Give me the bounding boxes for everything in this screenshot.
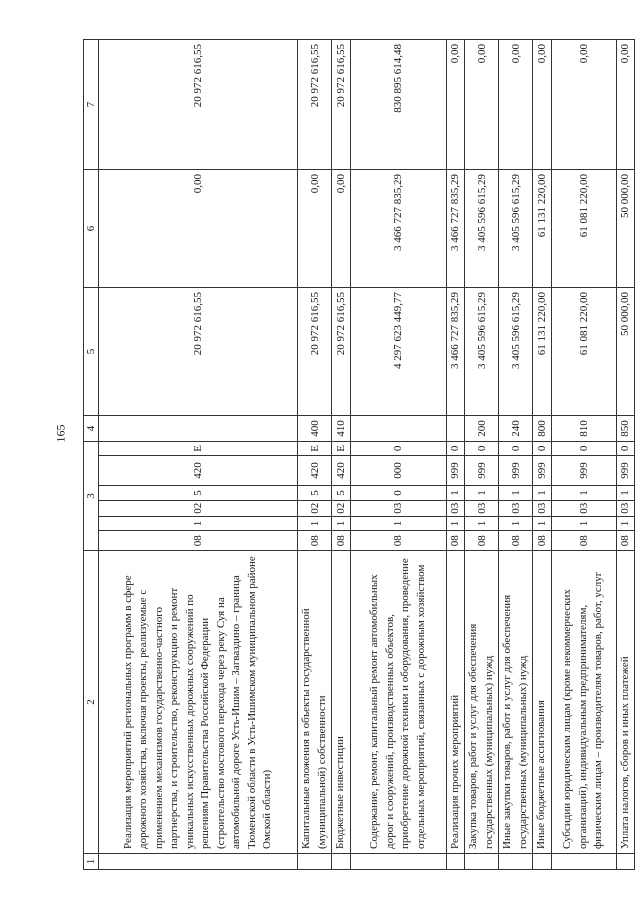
row-vr: 200: [465, 416, 499, 442]
code-part: 5: [99, 485, 297, 500]
row-col7-amount: 0,00: [465, 40, 499, 170]
row-col5-amount: 61 131 220,00: [533, 288, 552, 416]
row-code: [499, 442, 533, 551]
row-cell-col1: [99, 854, 298, 870]
row-col5-amount: 3 405 596 615,29: [499, 288, 533, 416]
row-col6-amount: 0,00: [298, 170, 332, 288]
code-part: 02: [99, 500, 297, 516]
code-part: 420: [99, 455, 297, 485]
column-header: 4: [84, 416, 99, 442]
table-row: [332, 40, 351, 870]
code-part: 0: [577, 445, 590, 452]
row-col5-amount: 20 972 616,55: [99, 288, 298, 416]
code-part: 1: [533, 516, 551, 531]
row-vr: 850: [616, 416, 635, 442]
budget-table-sheet: [83, 40, 632, 870]
code-part: 1: [332, 516, 350, 531]
row-col6-amount: 3 466 727 835,29: [446, 170, 465, 288]
row-cell-col1: [616, 854, 635, 870]
row-col5-amount: 4 297 623 449,77: [350, 288, 446, 416]
table-row: [551, 40, 616, 870]
row-col6-amount: 3 405 596 615,29: [465, 170, 499, 288]
row-col5-amount: 20 972 616,55: [332, 288, 351, 416]
row-col7-amount: 0,00: [499, 40, 533, 170]
code-part: 999: [617, 455, 635, 485]
row-name: Реализация прочих мероприятий: [446, 551, 465, 854]
row-col5-amount: 3 405 596 615,29: [465, 288, 499, 416]
code-part: 0: [449, 445, 462, 452]
code-part: 0: [509, 445, 522, 452]
row-col6-amount: 61 131 220,00: [533, 170, 552, 288]
code-part: 1: [447, 516, 465, 531]
row-col7-amount: 0,00: [533, 40, 552, 170]
code-part: 08: [617, 530, 635, 550]
table-row: [446, 40, 465, 870]
row-name: Содержание, ремонт, капитальный ремонт автомобильных дорог и сооружений, производственных объектов, приобретение дорожной техники и оборудования, проведение отдельных мероприятий, связанных с дорожным хозяйством: [350, 551, 446, 854]
code-part: 03: [351, 500, 446, 516]
code-part: 03: [533, 500, 551, 516]
code-part: 999: [447, 455, 465, 485]
row-cell-col1: [350, 854, 446, 870]
row-vr: [350, 416, 446, 442]
table-row: [616, 40, 635, 870]
row-cell-col1: [551, 854, 616, 870]
row-col6-amount: 61 081 220,00: [551, 170, 616, 288]
row-col7-amount: 20 972 616,55: [332, 40, 351, 170]
row-code: [298, 442, 332, 551]
row-code: [533, 442, 552, 551]
table-row: [298, 40, 332, 870]
code-part: 08: [447, 530, 465, 550]
code-part: 5: [298, 485, 331, 500]
row-cell-col1: [446, 854, 465, 870]
code-part: 08: [298, 530, 331, 550]
code-part: 1: [465, 516, 498, 531]
code-part: 1: [533, 485, 551, 500]
code-part: Е: [334, 445, 347, 452]
code-part: 1: [617, 485, 635, 500]
row-name: Закупка товаров, работ и услуг для обеспечения государственных (муниципальных) нужд: [465, 551, 499, 854]
code-part: 999: [533, 455, 551, 485]
code-part: 1: [552, 485, 616, 500]
table-row: [350, 40, 446, 870]
row-vr: 400: [298, 416, 332, 442]
code-part: 1: [447, 485, 465, 500]
row-code: [99, 442, 298, 551]
code-part: 08: [499, 530, 532, 550]
row-cell-col1: [465, 854, 499, 870]
code-part: 1: [499, 485, 532, 500]
code-part: 03: [552, 500, 616, 516]
row-name: Реализация мероприятий региональных программ в сфере дорожного хозяйства, включая проекты, реализуемые с применением механизмов государственно-частного партнерства, и строительство, реконструкцию и ремонт уникальных искусственных дорожных сооружений по решениям Правительства Российской Федерации (строительство мостового перехода через реку Суя на автомобильной дороге Усть-Ишим – Загваздино – граница Тюменской области в Усть-Ишимском муниципальном районе Омской области): [99, 551, 298, 854]
code-part: 08: [99, 530, 297, 550]
code-part: 0: [351, 485, 446, 500]
row-code: [446, 442, 465, 551]
code-part: 08: [332, 530, 350, 550]
row-col6-amount: 50 000,00: [616, 170, 635, 288]
row-name: Иные бюджетные ассигнования: [533, 551, 552, 854]
code-part: 08: [465, 530, 498, 550]
code-part: 1: [465, 485, 498, 500]
row-col6-amount: 0,00: [332, 170, 351, 288]
code-part: 5: [332, 485, 350, 500]
row-vr: 810: [551, 416, 616, 442]
code-part: 0: [392, 445, 404, 452]
code-part: 03: [465, 500, 498, 516]
budget-table: [83, 39, 635, 870]
code-part: 1: [99, 516, 297, 531]
row-col5-amount: 20 972 616,55: [298, 288, 332, 416]
row-vr: 410: [332, 416, 351, 442]
code-part: 02: [332, 500, 350, 516]
row-cell-col1: [499, 854, 533, 870]
code-part: 420: [298, 455, 331, 485]
row-col7-amount: 0,00: [551, 40, 616, 170]
code-part: 02: [298, 500, 331, 516]
table-header-row: [84, 40, 99, 870]
column-header: 2: [84, 551, 99, 854]
row-code: [332, 442, 351, 551]
code-part: 1: [351, 516, 446, 531]
row-col7-amount: 20 972 616,55: [99, 40, 298, 170]
row-col6-amount: 3 405 596 615,29: [499, 170, 533, 288]
row-col7-amount: 0,00: [616, 40, 635, 170]
row-cell-col1: [332, 854, 351, 870]
row-vr: [99, 416, 298, 442]
row-col6-amount: 0,00: [99, 170, 298, 288]
row-code: [551, 442, 616, 551]
column-header: 6: [84, 170, 99, 288]
code-part: 1: [298, 516, 331, 531]
row-col7-amount: 830 895 614,48: [350, 40, 446, 170]
page-number: 165: [53, 424, 68, 443]
table-row: [533, 40, 552, 870]
row-name: Иные закупки товаров, работ и услуг для обеспечения государственных (муниципальных) нужд: [499, 551, 533, 854]
row-col5-amount: 3 466 727 835,29: [446, 288, 465, 416]
code-part: 08: [552, 530, 616, 550]
row-code: [616, 442, 635, 551]
code-part: 420: [332, 455, 350, 485]
code-part: 03: [499, 500, 532, 516]
code-part: 999: [552, 455, 616, 485]
code-part: Е: [308, 445, 321, 452]
column-header: 5: [84, 288, 99, 416]
row-col5-amount: 50 000,00: [616, 288, 635, 416]
row-col7-amount: 0,00: [446, 40, 465, 170]
row-vr: 800: [533, 416, 552, 442]
row-col6-amount: 3 466 727 835,29: [350, 170, 446, 288]
row-name: Субсидии юридическим лицам (кроме некоммерческих организаций), индивидуальным предпринимателям, физическим лицам – производителям товаров, работ, услуг: [551, 551, 616, 854]
code-part: 0: [535, 445, 548, 452]
table-row: [499, 40, 533, 870]
row-cell-col1: [298, 854, 332, 870]
code-part: Е: [192, 445, 204, 452]
code-part: 1: [552, 516, 616, 531]
row-vr: 240: [499, 416, 533, 442]
row-col7-amount: 20 972 616,55: [298, 40, 332, 170]
column-header: 7: [84, 40, 99, 170]
code-part: 03: [447, 500, 465, 516]
code-part: 1: [617, 516, 635, 531]
table-row: [465, 40, 499, 870]
row-cell-col1: [533, 854, 552, 870]
column-header: 1: [84, 854, 99, 870]
column-header: 3: [84, 442, 99, 551]
code-part: 0: [475, 445, 488, 452]
row-code: [465, 442, 499, 551]
code-part: 000: [351, 455, 446, 485]
code-part: 999: [499, 455, 532, 485]
code-part: 03: [617, 500, 635, 516]
row-col5-amount: 61 081 220,00: [551, 288, 616, 416]
code-part: 08: [533, 530, 551, 550]
row-name: Уплата налогов, сборов и иных платежей: [616, 551, 635, 854]
code-part: 08: [351, 530, 446, 550]
code-part: 0: [619, 445, 632, 452]
row-code: [350, 442, 446, 551]
row-vr: [446, 416, 465, 442]
row-name: Капитальные вложения в объекты государственной (муниципальной) собственности: [298, 551, 332, 854]
code-part: 1: [499, 516, 532, 531]
table-row: [99, 40, 298, 870]
row-name: Бюджетные инвестиции: [332, 551, 351, 854]
code-part: 999: [465, 455, 498, 485]
